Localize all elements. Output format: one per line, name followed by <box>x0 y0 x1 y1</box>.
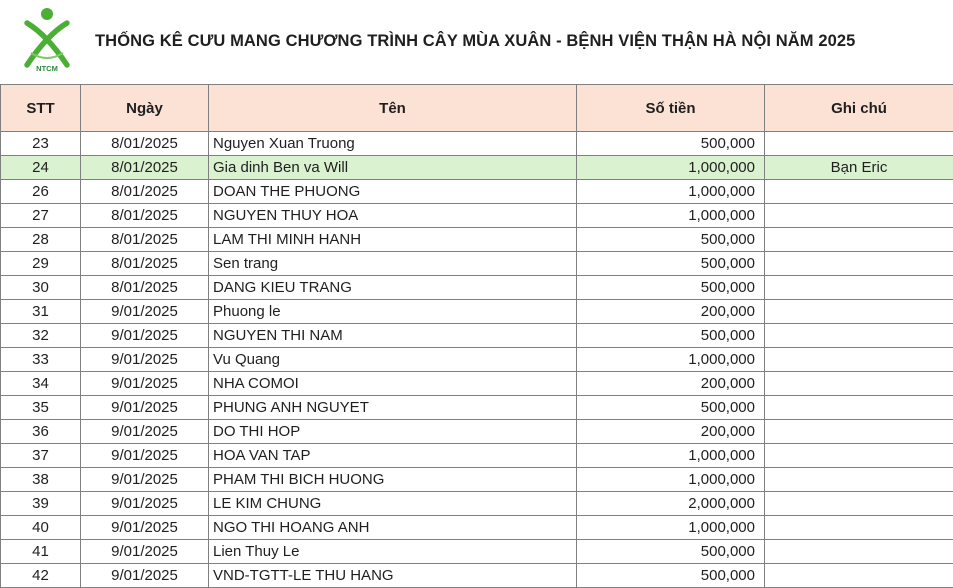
cell-amount[interactable]: 1,000,000 <box>577 444 765 468</box>
cell-name[interactable]: DOAN THE PHUONG <box>209 180 577 204</box>
cell-stt[interactable]: 28 <box>1 228 81 252</box>
cell-note[interactable]: Bạn Eric <box>765 156 953 180</box>
table-row <box>1 468 953 492</box>
cell-date[interactable]: 8/01/2025 <box>81 132 209 156</box>
column-header-stt[interactable]: STT <box>1 85 81 132</box>
table-row <box>1 540 953 564</box>
cell-stt[interactable]: 36 <box>1 420 81 444</box>
cell-name[interactable]: DANG KIEU TRANG <box>209 276 577 300</box>
cell-date[interactable]: 8/01/2025 <box>81 180 209 204</box>
cell-note[interactable] <box>765 564 953 588</box>
cell-note[interactable] <box>765 396 953 420</box>
table-row <box>1 396 953 420</box>
page-title: THỐNG KÊ CƯU MANG CHƯƠNG TRÌNH CÂY MÙA XUÂN - BỆNH VIỆN THẬN HÀ NỘI NĂM 2025 <box>95 32 856 50</box>
table-row <box>1 252 953 276</box>
cell-amount[interactable]: 500,000 <box>577 324 765 348</box>
column-header-name[interactable]: Tên <box>209 85 577 132</box>
cell-amount[interactable]: 500,000 <box>577 252 765 276</box>
cell-amount[interactable]: 1,000,000 <box>577 156 765 180</box>
cell-note[interactable] <box>765 420 953 444</box>
cell-name[interactable]: NGUYEN THUY HOA <box>209 204 577 228</box>
cell-note[interactable] <box>765 372 953 396</box>
cell-amount[interactable]: 500,000 <box>577 228 765 252</box>
table-row <box>1 348 953 372</box>
cell-date[interactable]: 9/01/2025 <box>81 492 209 516</box>
cell-amount[interactable]: 200,000 <box>577 420 765 444</box>
cell-amount[interactable]: 1,000,000 <box>577 180 765 204</box>
cell-date[interactable]: 8/01/2025 <box>81 204 209 228</box>
svg-text:NTCM: NTCM <box>36 64 58 73</box>
cell-stt[interactable]: 40 <box>1 516 81 540</box>
column-header-date[interactable]: Ngày <box>81 85 209 132</box>
cell-stt[interactable]: 29 <box>1 252 81 276</box>
cell-note[interactable] <box>765 348 953 372</box>
cell-note[interactable] <box>765 300 953 324</box>
cell-date[interactable]: 9/01/2025 <box>81 324 209 348</box>
cell-amount[interactable]: 500,000 <box>577 564 765 588</box>
column-header-amount[interactable]: Số tiền <box>577 85 765 132</box>
cell-name[interactable]: PHUNG ANH NGUYET <box>209 396 577 420</box>
table-row <box>1 516 953 540</box>
cell-amount[interactable]: 1,000,000 <box>577 204 765 228</box>
cell-date[interactable]: 9/01/2025 <box>81 348 209 372</box>
cell-stt[interactable]: 30 <box>1 276 81 300</box>
cell-stt[interactable]: 35 <box>1 396 81 420</box>
table-row <box>1 444 953 468</box>
table-row <box>1 204 953 228</box>
cell-amount[interactable]: 200,000 <box>577 300 765 324</box>
cell-date[interactable]: 9/01/2025 <box>81 396 209 420</box>
cell-note[interactable] <box>765 276 953 300</box>
cell-note[interactable] <box>765 468 953 492</box>
cell-note[interactable] <box>765 180 953 204</box>
cell-date[interactable]: 8/01/2025 <box>81 228 209 252</box>
cell-stt[interactable]: 27 <box>1 204 81 228</box>
table-row <box>1 300 953 324</box>
cell-date[interactable]: 8/01/2025 <box>81 252 209 276</box>
cell-name[interactable]: VND-TGTT-LE THU HANG <box>209 564 577 588</box>
cell-stt[interactable]: 42 <box>1 564 81 588</box>
cell-name[interactable]: NGUYEN THI NAM <box>209 324 577 348</box>
cell-stt[interactable]: 41 <box>1 540 81 564</box>
cell-amount[interactable]: 500,000 <box>577 132 765 156</box>
table-row <box>1 492 953 516</box>
cell-name[interactable]: HOA VAN TAP <box>209 444 577 468</box>
cell-stt[interactable]: 37 <box>1 444 81 468</box>
cell-date[interactable]: 8/01/2025 <box>81 276 209 300</box>
cell-name[interactable]: NHA COMOI <box>209 372 577 396</box>
cell-name[interactable]: Lien Thuy Le <box>209 540 577 564</box>
cell-name[interactable]: Nguyen Xuan Truong <box>209 132 577 156</box>
cell-name[interactable]: LE KIM CHUNG <box>209 492 577 516</box>
cell-stt[interactable]: 32 <box>1 324 81 348</box>
cell-amount[interactable]: 2,000,000 <box>577 492 765 516</box>
cell-date[interactable]: 9/01/2025 <box>81 444 209 468</box>
table-row <box>1 276 953 300</box>
cell-note[interactable] <box>765 516 953 540</box>
cell-note[interactable] <box>765 492 953 516</box>
table-row <box>1 372 953 396</box>
cell-date[interactable]: 9/01/2025 <box>81 300 209 324</box>
column-header-note[interactable]: Ghi chú <box>765 85 953 132</box>
cell-name[interactable]: Sen trang <box>209 252 577 276</box>
sheet-header <box>0 0 953 84</box>
table-header-row <box>1 85 953 132</box>
table-row <box>1 420 953 444</box>
donation-table <box>0 84 953 588</box>
cell-date[interactable]: 9/01/2025 <box>81 372 209 396</box>
cell-note[interactable] <box>765 204 953 228</box>
table-body <box>1 132 953 588</box>
ntcm-logo <box>19 5 75 73</box>
cell-name[interactable]: Gia dinh Ben va Will <box>209 156 577 180</box>
cell-note[interactable] <box>765 444 953 468</box>
cell-date[interactable]: 9/01/2025 <box>81 540 209 564</box>
cell-stt[interactable]: 24 <box>1 156 81 180</box>
cell-name[interactable]: PHAM THI BICH HUONG <box>209 468 577 492</box>
table-row <box>1 180 953 204</box>
cell-stt[interactable]: 31 <box>1 300 81 324</box>
cell-stt[interactable]: 26 <box>1 180 81 204</box>
cell-amount[interactable]: 200,000 <box>577 372 765 396</box>
table-row <box>1 324 953 348</box>
cell-name[interactable]: NGO THI HOANG ANH <box>209 516 577 540</box>
table-row <box>1 156 953 180</box>
table-row <box>1 132 953 156</box>
cell-amount[interactable]: 1,000,000 <box>577 516 765 540</box>
cell-stt[interactable]: 39 <box>1 492 81 516</box>
cell-note[interactable] <box>765 324 953 348</box>
cell-name[interactable]: Phuong le <box>209 300 577 324</box>
cell-stt[interactable]: 38 <box>1 468 81 492</box>
cell-note[interactable] <box>765 132 953 156</box>
cell-date[interactable]: 8/01/2025 <box>81 156 209 180</box>
cell-date[interactable]: 9/01/2025 <box>81 564 209 588</box>
cell-amount[interactable]: 500,000 <box>577 540 765 564</box>
table-row <box>1 564 953 588</box>
cell-note[interactable] <box>765 252 953 276</box>
cell-stt[interactable]: 34 <box>1 372 81 396</box>
cell-note[interactable] <box>765 228 953 252</box>
cell-date[interactable]: 9/01/2025 <box>81 468 209 492</box>
cell-amount[interactable]: 500,000 <box>577 276 765 300</box>
cell-date[interactable]: 9/01/2025 <box>81 516 209 540</box>
cell-amount[interactable]: 500,000 <box>577 396 765 420</box>
cell-amount[interactable]: 1,000,000 <box>577 348 765 372</box>
table-row <box>1 228 953 252</box>
cell-amount[interactable]: 1,000,000 <box>577 468 765 492</box>
cell-stt[interactable]: 33 <box>1 348 81 372</box>
cell-name[interactable]: LAM THI MINH HANH <box>209 228 577 252</box>
cell-note[interactable] <box>765 540 953 564</box>
cell-stt[interactable]: 23 <box>1 132 81 156</box>
cell-name[interactable]: Vu Quang <box>209 348 577 372</box>
cell-date[interactable]: 9/01/2025 <box>81 420 209 444</box>
cell-name[interactable]: DO THI HOP <box>209 420 577 444</box>
